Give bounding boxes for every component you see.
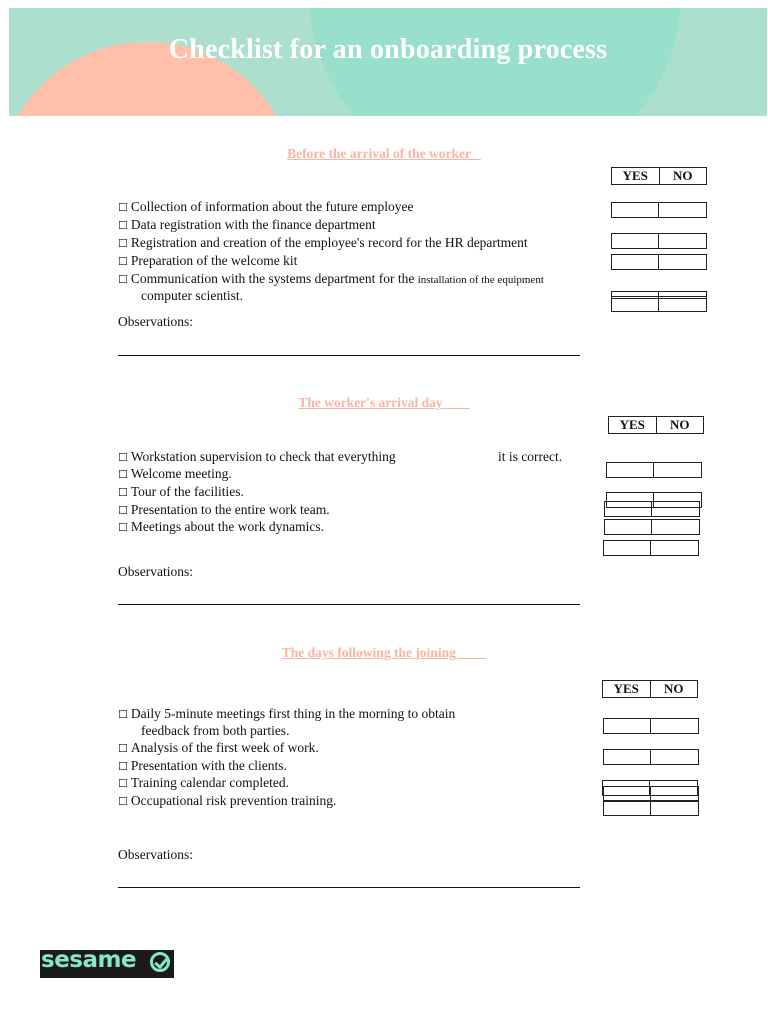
- checklist-item: ☐ Daily 5-minute meetings first thing in the morning to obtain: [118, 706, 456, 721]
- checklist-item: ☐ Presentation to the entire work team.: [118, 502, 330, 517]
- checklist-item: ☐ Occupational risk prevention training.: [118, 793, 337, 808]
- observations-line[interactable]: [118, 355, 580, 356]
- checkbox-icon[interactable]: ☐: [118, 486, 128, 499]
- yes-no-cell[interactable]: [611, 254, 707, 270]
- yes-no-cell[interactable]: [611, 296, 707, 312]
- checklist-item-right: it is correct.: [498, 449, 563, 464]
- section-title-before-arrival: Before the arrival of the worker: [287, 146, 481, 161]
- observations-line[interactable]: [118, 887, 580, 888]
- checklist-item: ☐ Meetings about the work dynamics.: [118, 519, 324, 534]
- checkbox-icon[interactable]: ☐: [118, 742, 128, 755]
- checkbox-icon[interactable]: ☐: [118, 237, 128, 250]
- yes-no-cell[interactable]: [603, 540, 699, 556]
- checklist-item: ☐ Communication with the systems department for the installation of the equipment: [118, 271, 544, 286]
- section-title-arrival-day: The worker's arrival day: [298, 395, 470, 410]
- checklist-item: ☐ Training calendar completed.: [118, 775, 289, 790]
- checklist-item: ☐ Tour of the facilities.: [118, 484, 244, 499]
- yes-header: YES: [603, 681, 651, 697]
- check-circle-icon: [150, 952, 170, 972]
- checklist-item: ☐ Analysis of the first week of work.: [118, 740, 319, 755]
- checkbox-icon[interactable]: ☐: [118, 777, 128, 790]
- yes-no-cell[interactable]: [603, 749, 699, 765]
- checklist-item: ☐ Workstation supervision to check that everything: [118, 449, 396, 464]
- logo-text: sesame: [41, 947, 137, 973]
- no-header: NO: [670, 417, 690, 432]
- checkbox-icon[interactable]: ☐: [118, 468, 128, 481]
- yes-no-header: [608, 416, 704, 434]
- checklist-item: ☐ Preparation of the welcome kit: [118, 253, 298, 268]
- checkbox-icon[interactable]: ☐: [118, 219, 128, 232]
- checkbox-icon[interactable]: ☐: [118, 255, 128, 268]
- checklist-item: ☐ Registration and creation of the employee's record for the HR department: [118, 235, 528, 250]
- checkbox-icon[interactable]: ☐: [118, 451, 128, 464]
- yes-no-cell[interactable]: [604, 501, 700, 517]
- yes-no-header: [611, 167, 707, 185]
- checkbox-icon[interactable]: ☐: [118, 504, 128, 517]
- yes-no-cell[interactable]: [611, 202, 707, 218]
- yes-no-cell[interactable]: [603, 718, 699, 734]
- sesame-logo: [40, 947, 174, 978]
- checkbox-icon[interactable]: ☐: [118, 273, 128, 286]
- yes-no-header: [602, 680, 698, 698]
- no-header: NO: [664, 681, 684, 696]
- yes-no-cell[interactable]: [603, 800, 699, 816]
- observations-label: Observations:: [118, 564, 193, 579]
- yes-header: YES: [609, 417, 657, 433]
- page-title: Checklist for an onboarding process: [168, 34, 608, 65]
- checkbox-icon[interactable]: ☐: [118, 795, 128, 808]
- yes-no-cell[interactable]: [604, 519, 700, 535]
- checklist-item: ☐ Presentation with the clients.: [118, 758, 287, 773]
- section-title-following-days: The days following the joining: [281, 645, 487, 660]
- yes-header: YES: [612, 168, 660, 184]
- yes-no-cell[interactable]: [606, 462, 702, 478]
- checkbox-icon[interactable]: ☐: [118, 760, 128, 773]
- checklist-item: ☐ Welcome meeting.: [118, 466, 232, 481]
- checkbox-icon[interactable]: ☐: [118, 201, 128, 214]
- checklist-item: ☐ Collection of information about the future employee: [118, 199, 414, 214]
- checkbox-icon[interactable]: ☐: [118, 521, 128, 534]
- observations-line[interactable]: [118, 604, 580, 605]
- observations-label: Observations:: [118, 314, 193, 329]
- checklist-item-continuation: feedback from both parties.: [141, 723, 290, 738]
- observations-label: Observations:: [118, 847, 193, 862]
- yes-no-cell[interactable]: [611, 233, 707, 249]
- checklist-item: ☐ Data registration with the finance department: [118, 217, 376, 232]
- checkbox-icon[interactable]: ☐: [118, 708, 128, 721]
- no-header: NO: [673, 168, 693, 183]
- checklist-item-continuation: computer scientist.: [141, 288, 243, 303]
